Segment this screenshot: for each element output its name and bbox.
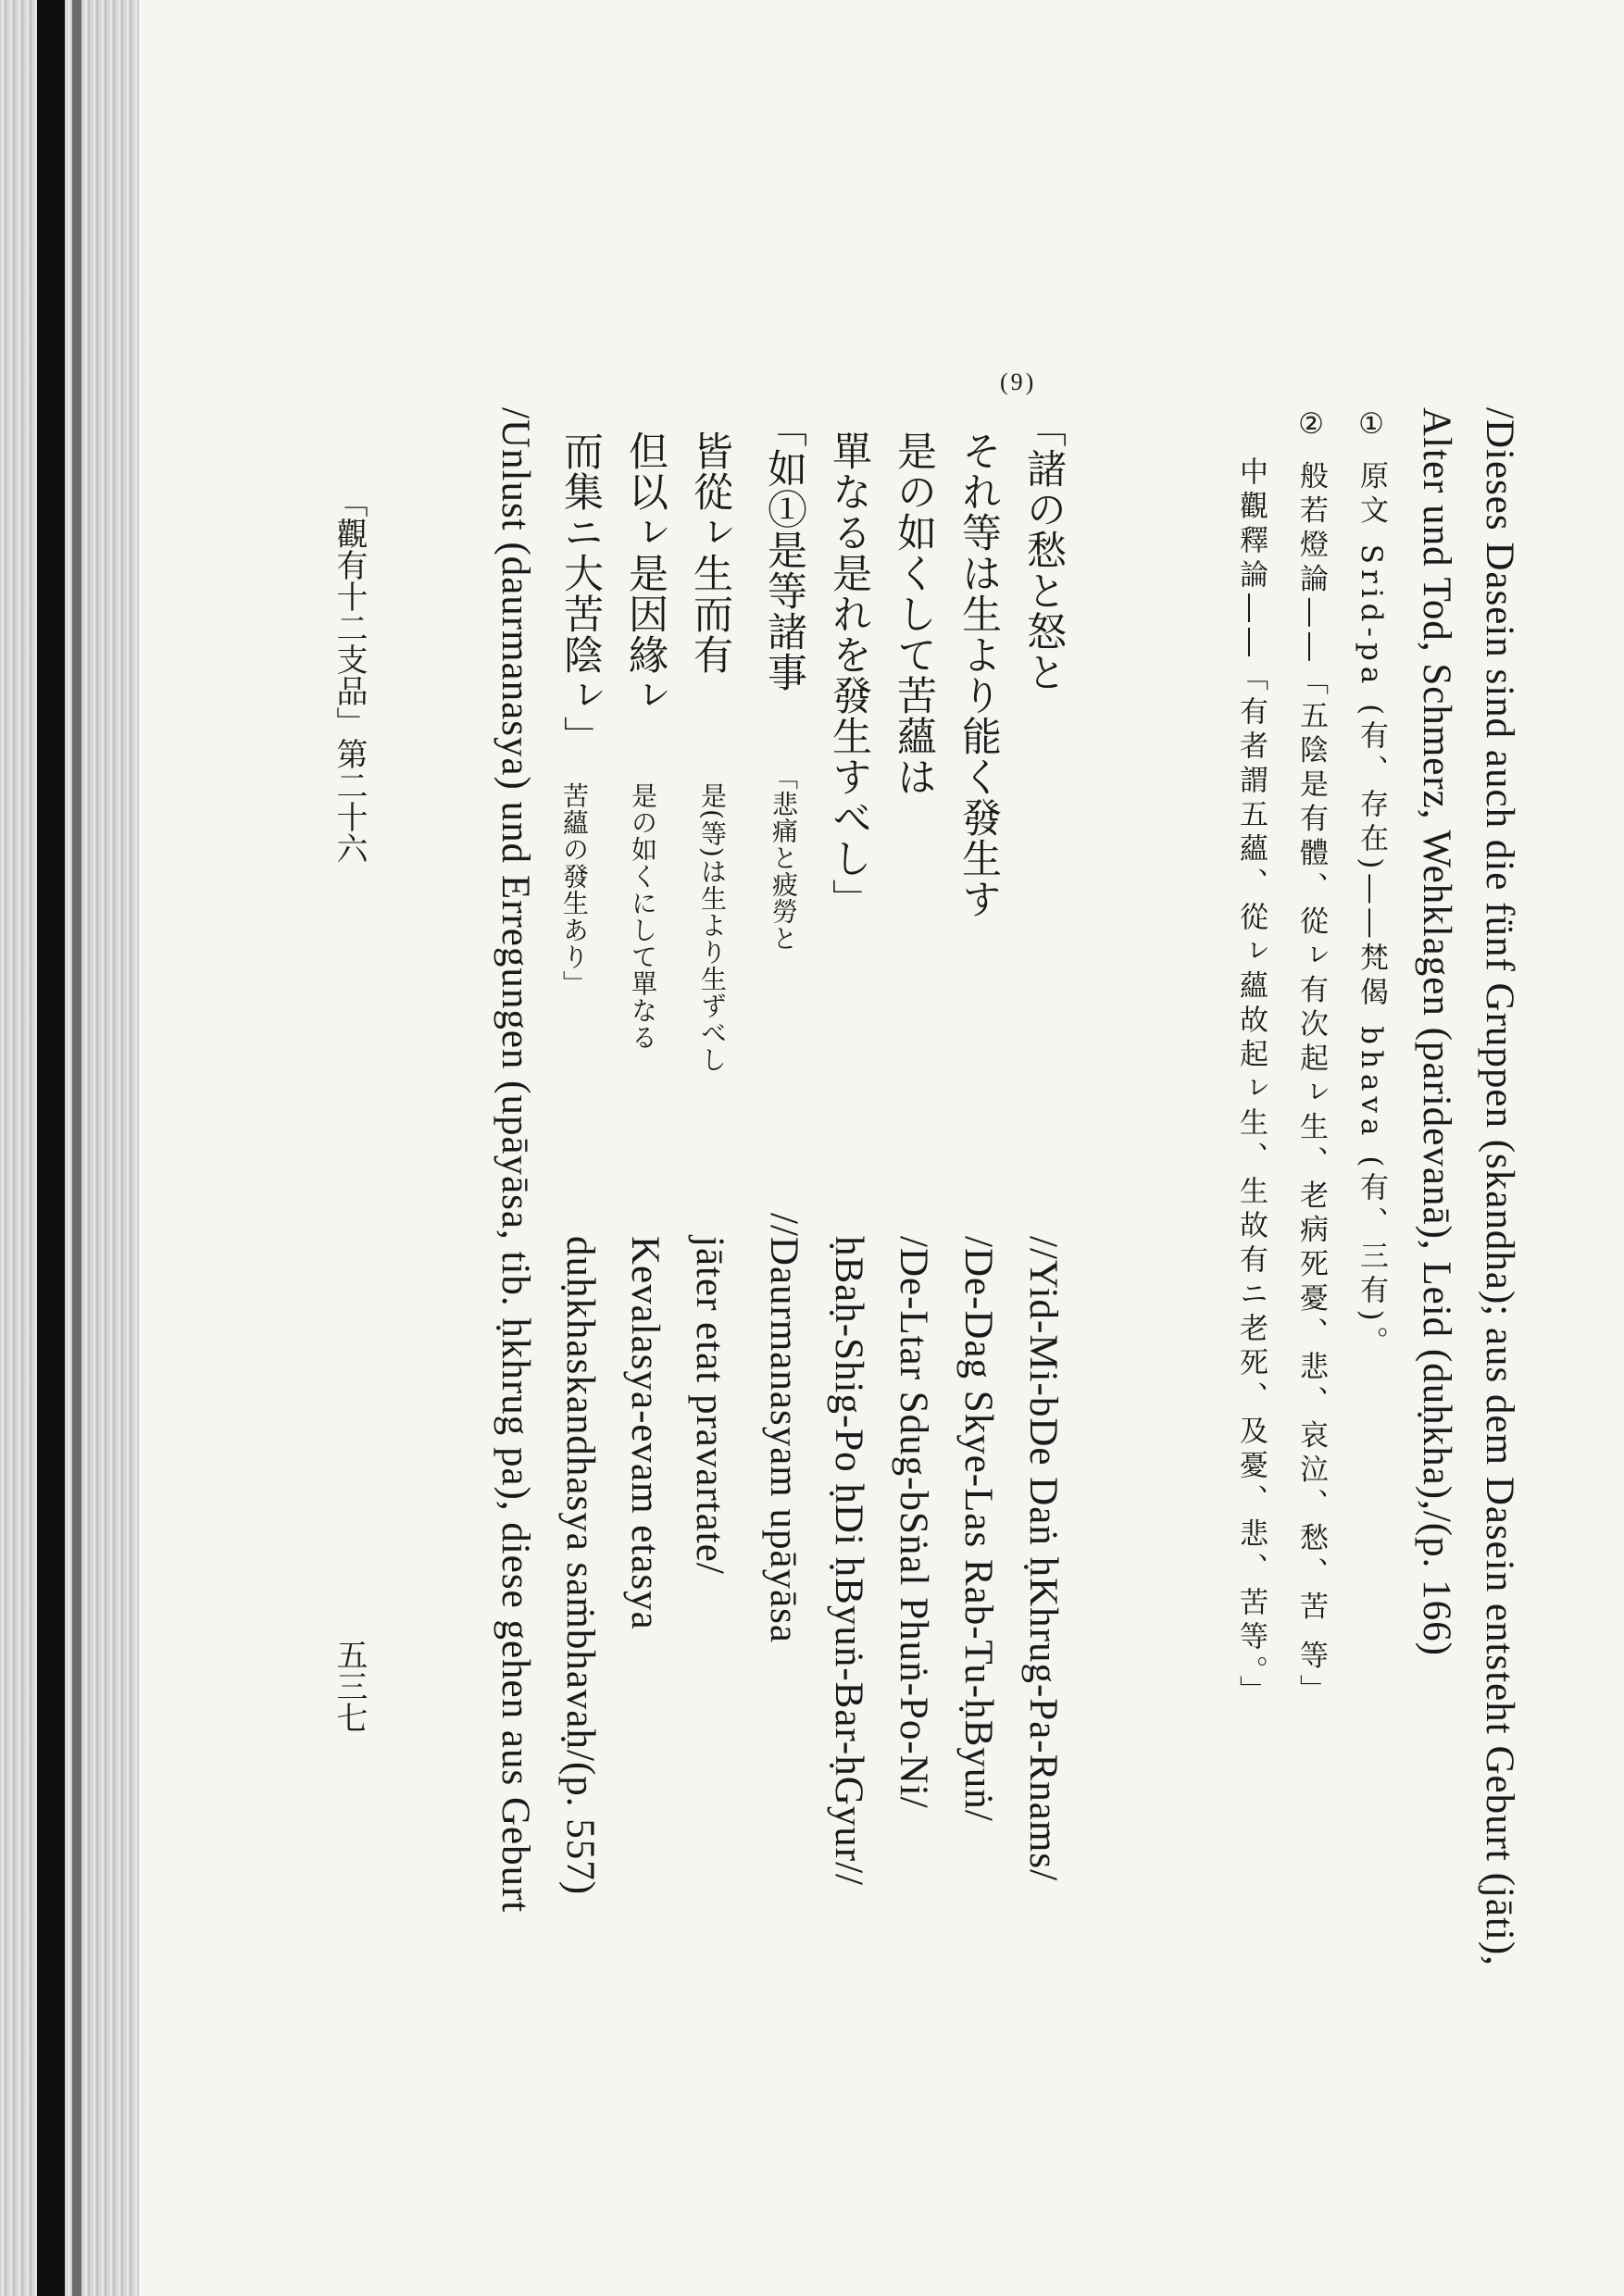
tibetan-line-2: /De-Dag Skye-Las Rab-Tu-ḥByuṅ/	[956, 1236, 1000, 1822]
running-title: 「觀有十二支品」第二十六	[331, 486, 368, 864]
footnote-2: ② 般若燈論――「五陰是有體、從ㇾ有次起ㇾ生、老病死憂、悲、哀泣、愁、苦 等」	[1294, 407, 1328, 1709]
scan-binding-dark-bar	[37, 0, 65, 2296]
verse-jp-1: 「諸の愁と怒と	[1020, 407, 1067, 693]
sanskrit-line-3: Kevalasya-evam etasya	[623, 1236, 667, 1630]
tibetan-line-3: /De-Ltar Sdug-bSṅal Phuṅ-Po-Ni/	[892, 1236, 935, 1809]
verse-gloss-3: 是の如くにして單なる	[628, 782, 658, 1051]
german-line-2: Alter und Tod, Schmerz, Wehklagen (paridevanā), Leid (duḥkha),/(p. 166)	[1415, 407, 1458, 1656]
verse-jp-5: 「如①是等諸事	[761, 407, 807, 693]
page-number: 五三七	[331, 1639, 368, 1733]
verse-jp-4: 單なる是れを發生すべし」	[826, 430, 872, 919]
verse-jp-3: 是の如くして苦蘊は	[891, 430, 937, 797]
footnote-3: 中觀釋論――「有者謂五蘊、從ㇾ蘊故起ㇾ生、生故有ニ老死、及憂、悲、苦等。」	[1234, 456, 1268, 1710]
sanskrit-line-4: duḥkhaskandhasya saṁbhavaḥ/(p. 557)	[558, 1236, 602, 1896]
footnote-1: ① 原文 Srid-pa (有、存在)――梵偈 bhava (有、三有)。	[1355, 407, 1388, 1361]
sanskrit-line-1: //Daurmanasyam upāyāsa	[762, 1213, 806, 1643]
verse-gloss-4: 苦蘊の發生あり」	[559, 782, 590, 997]
verse-number: (9)	[1000, 368, 1037, 395]
scan-binding-grey-bar	[72, 0, 81, 2296]
scan-binding-edge	[0, 0, 139, 2296]
tibetan-line-4: ḥBaḥ-Shig-Po ḥDi ḥByuṅ-Bar-ḥGyur//	[827, 1236, 870, 1886]
german-line-1: /Dieses Dasein sind auch die fünf Gruppen (skandha); aus dem Dasein entsteht Geburt (jāti),	[1478, 407, 1521, 1966]
sanskrit-line-2: jāter etat pravartate/	[688, 1236, 731, 1575]
verse-jp-7: 但以ㇾ是因緣ㇾ	[622, 430, 668, 716]
verse-jp-8: 而集ニ大苦陰ㇾ」	[557, 430, 604, 756]
tibetan-line-1: //Yid-Mi-bDe Daṅ ḥKhrug-Pa-Rnams/	[1021, 1236, 1065, 1882]
verse-jp-6: 皆從ㇾ生而有	[687, 430, 733, 675]
verse-gloss-1: 「悲痛と疲勞と	[768, 764, 799, 952]
verse-gloss-2: 是(等)は生より生ずべし	[697, 782, 728, 1073]
verse-jp-2: それ等は生より能く發生す	[956, 430, 1002, 919]
german-line-3: /Unlust (daurmanasya) und Erregungen (upāyāsa, tib. ḥkhrug pa), diese gehen aus Geburt	[493, 407, 537, 1914]
